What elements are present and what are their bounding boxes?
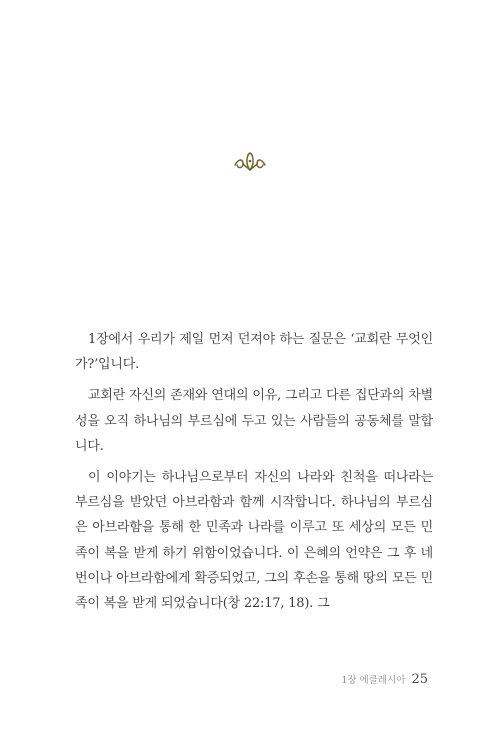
running-head: 1장 에클레시아 [341, 675, 406, 686]
paragraph: 교회란 자신의 존재와 연대의 이유, 그리고 다른 집단과의 차별성을 오직 하나님의 부르심에 두고 있는 사람들의 공동체를 말합니다. [75, 388, 433, 454]
body-text [75, 327, 433, 622]
page-number: 25 [411, 672, 428, 687]
paragraph: 이 이야기는 하나님으로부터 자신의 나라와 친척을 떠나라는 부르심을 받았던 아브라함과 함께 시작합니다. 하나님의 부르심은 아브라함을 통해 한 민족과 나라를 이루고 또 세상의 모든 민족이 복을 받게 하기 위함이었습니다. 이 은혜의 언약은 그 후 네 번이나 아브라함에게 확증되었고, 그의 후손을 통해 땅의 모든 민족이 복을 받게 되었습니다(창 22:17, 18). 그 [75, 470, 433, 612]
paragraph: 1장에서 우리가 제일 먼저 던져야 하는 질문은 ‘교회란 무엇인가?’입니다. [75, 332, 433, 373]
scroll-ornament-icon [233, 150, 267, 172]
page-footer [341, 672, 428, 687]
